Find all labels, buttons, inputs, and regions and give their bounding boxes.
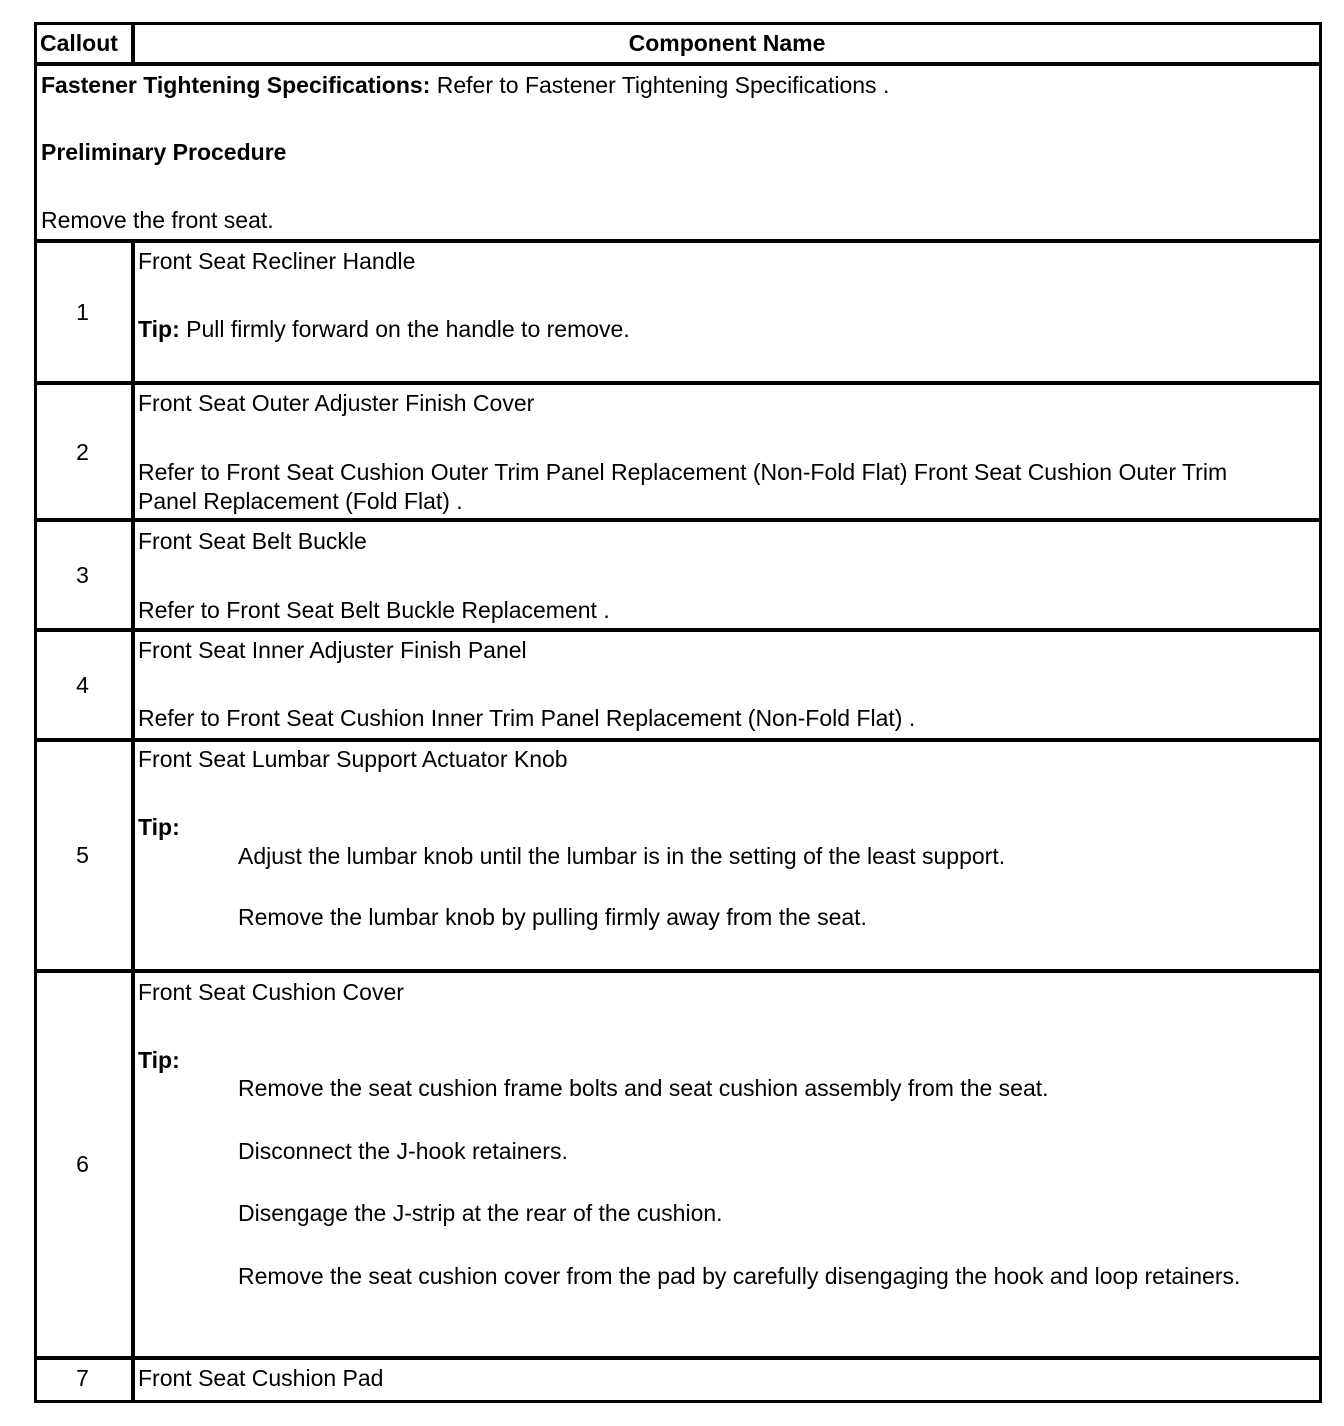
reference-text: Refer to Front Seat Cushion Inner Trim Panel Replacement (Non-Fold Flat) . (138, 705, 916, 731)
table-right-border (1319, 22, 1322, 1403)
tip-label: Tip: (138, 316, 180, 342)
tip-step: Disconnect the J-hook retainers. (238, 1138, 568, 1164)
tip-label: Tip: (138, 814, 180, 840)
tip-step: Adjust the lumbar knob until the lumbar is in the setting of the least support. (238, 843, 1006, 869)
intro-bottom-border (34, 239, 1322, 243)
component-name: Front Seat Recliner Handle (138, 248, 416, 274)
row1-bottom-border (34, 381, 1322, 385)
column-divider (131, 239, 135, 1403)
table-bottom-border (34, 1400, 1322, 1403)
header-bottom-border (34, 62, 1322, 66)
table-left-border (34, 22, 37, 1403)
tip-step: Remove the seat cushion cover from the pad by carefully disengaging the hook and loop retainers. (238, 1263, 1241, 1289)
tip-line (138, 315, 630, 344)
callout-number: 6 (76, 1151, 89, 1177)
fastener-spec-text: Refer to Fastener Tightening Specifications . (430, 72, 890, 98)
row6-bottom-border (34, 1356, 1322, 1360)
tip-step: Disengage the J-strip at the rear of the cushion. (238, 1200, 723, 1226)
reference-text: Refer to Front Seat Belt Buckle Replacement . (138, 597, 610, 623)
component-name: Front Seat Cushion Pad (138, 1365, 384, 1391)
tip-step: Remove the lumbar knob by pulling firmly away from the seat. (238, 904, 867, 930)
row3-bottom-border (34, 628, 1322, 632)
tip-text: Pull firmly forward on the handle to remove. (179, 316, 630, 342)
callout-number: 3 (76, 562, 89, 588)
component-name: Front Seat Outer Adjuster Finish Cover (138, 390, 535, 416)
row2-bottom-border (34, 518, 1322, 522)
row5-bottom-border (34, 969, 1322, 973)
row4-bottom-border (34, 738, 1322, 742)
component-name-header: Component Name (628, 30, 826, 56)
callout-number: 7 (76, 1365, 89, 1391)
component-name: Front Seat Inner Adjuster Finish Panel (138, 637, 527, 663)
reference-text: Refer to Front Seat Cushion Outer Trim Panel Replacement (Non-Fold Flat) Front Seat Cushion Outer Trim Panel Replacement (Fold Flat) . (138, 459, 1228, 514)
remove-front-seat-step: Remove the front seat. (41, 207, 274, 233)
component-name: Front Seat Lumbar Support Actuator Knob (138, 746, 568, 772)
component-name: Front Seat Belt Buckle (138, 528, 367, 554)
component-name: Front Seat Cushion Cover (138, 979, 404, 1005)
fastener-spec-line (41, 71, 889, 100)
callout-number: 5 (76, 842, 89, 868)
callout-number: 2 (76, 439, 89, 465)
fastener-spec-label: Fastener Tightening Specifications: (41, 72, 431, 98)
tip-label: Tip: (138, 1047, 180, 1073)
preliminary-procedure-heading: Preliminary Procedure (41, 139, 287, 165)
tip-step: Remove the seat cushion frame bolts and seat cushion assembly from the seat. (238, 1075, 1049, 1101)
table-top-border (34, 22, 1322, 25)
callout-number: 4 (76, 672, 89, 698)
callout-header: Callout (40, 30, 118, 56)
component-table (34, 22, 1322, 1403)
callout-number: 1 (76, 299, 89, 325)
